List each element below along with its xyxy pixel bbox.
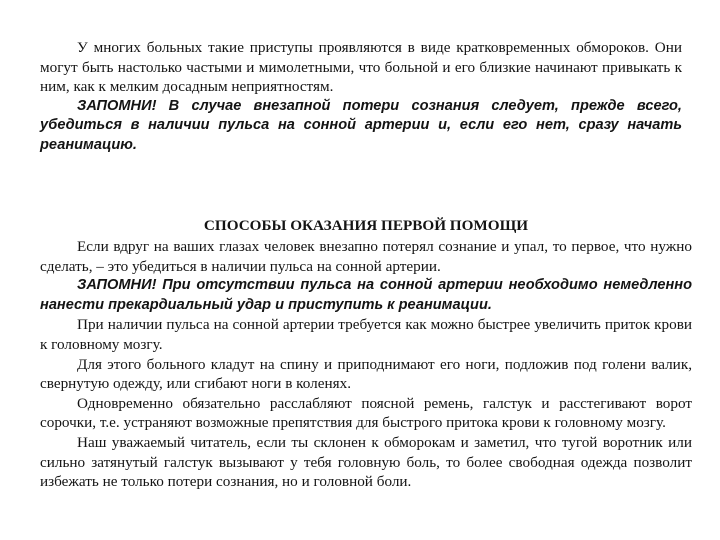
first-aid-section — [40, 216, 692, 492]
first-aid-paragraph-5: Наш уважаемый читатель, если ты склонен к обморокам и заметил, что тугой воротник или сильно затянутый галстук вызывают у тебя головную боль, то более свободная одежда позволит избежать не только потери сознания, но и головной боли. — [40, 433, 692, 491]
section-heading: СПОСОБЫ ОКАЗАНИЯ ПЕРВОЙ ПОМОЩИ — [203, 217, 529, 234]
intro-section — [40, 38, 682, 156]
first-aid-paragraph-1: Если вдруг на ваших глазах человек внезапно потерял сознание и упал, то первое, что нужно сделать, – это убедиться в наличии пульса на сонной артерии. — [40, 238, 692, 275]
first-aid-paragraph-2: При наличии пульса на сонной артерии требуется как можно быстрее увеличить приток крови к головному мозгу. — [40, 316, 692, 353]
first-aid-paragraph-3: Для этого больного кладут на спину и приподнимают его ноги, подложив под голени валик, свернутую одежду, или сгибают ноги в коленях. — [40, 355, 692, 393]
first-aid-warning: ЗАПОМНИ! При отсутствии пульса на сонной артерии необходимо немедленно нанести прекардиальный удар и приступить к реанимации. — [40, 277, 692, 313]
first-aid-paragraph-4: Одновременно обязательно расслабляют поясной ремень, галстук и расстегивают ворот сорочки, т.е. устраняют возможные препятствия для быстрого притока крови к головному мозгу. — [40, 394, 692, 432]
intro-warning: ЗАПОМНИ! В случае внезапной потери сознания следует, прежде всего, убедиться в наличии пульса на сонной артерии и, если его нет, сразу начать реанимацию. — [40, 97, 682, 153]
intro-paragraph: У многих больных такие приступы проявляются в виде кратковременных обмороков. Они могут быть настолько частыми и мимолетными, что больной и его близкие начинают привыкать к ним, как к мелким досадным неприятностям. — [40, 39, 682, 96]
